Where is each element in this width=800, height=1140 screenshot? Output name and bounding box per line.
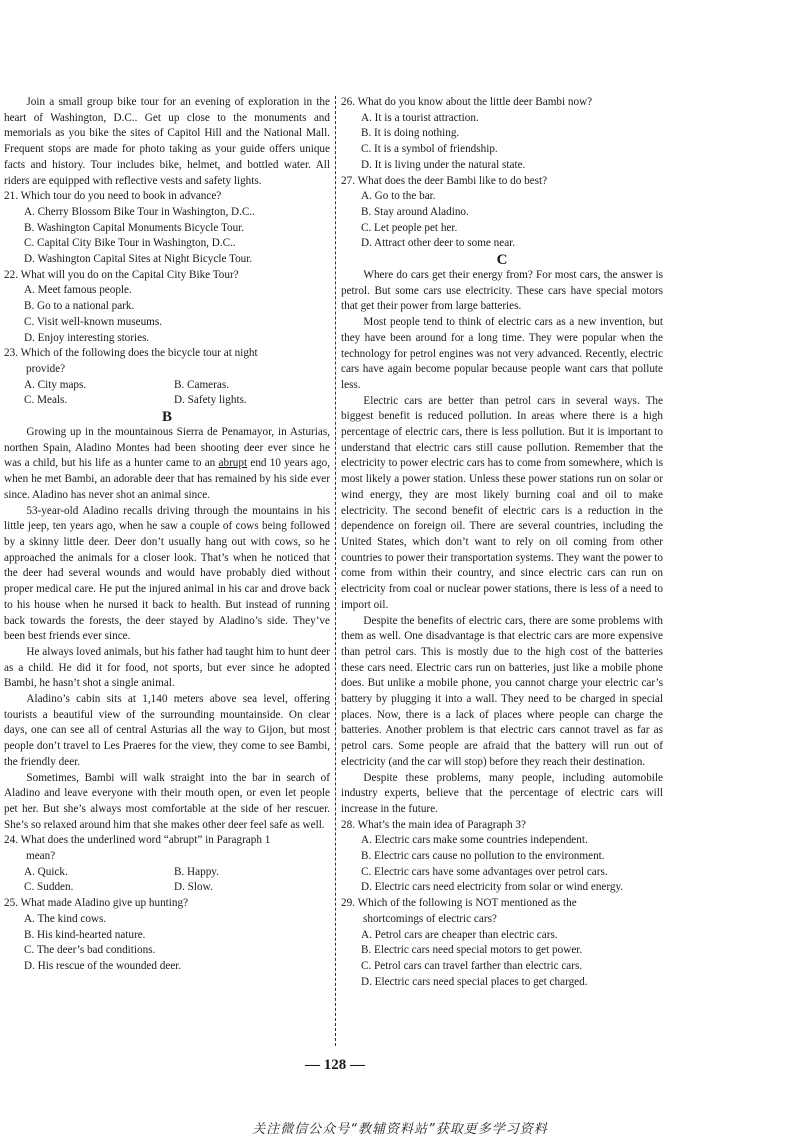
- question-26-option-c: C. It is a symbol of friendship.: [361, 143, 498, 156]
- question-24-option-d: D. Slow.: [174, 881, 213, 894]
- section-heading-b: B: [161, 409, 172, 426]
- question-27-option-c: C. Let people pet her.: [361, 221, 458, 234]
- question-25-option-b: B. His kind-hearted nature.: [24, 928, 146, 941]
- passage-c-paragraph-4: Despite the benefits of electric cars, there are some problems with them as well. One disadvantage is that electric cars are more expensive than petrol cars. This is mostly due to the high cost of the batteries these cars need. Electric cars run on batteries, just like a mobile phone does. But unlike a mobile phone, you cannot charge your electric car’s battery by plugging it into a wall. They need to be charged in special places. Now, there is a lack of places where people can charge the batteries. Another problem is that electric cars cannot travel as far as petrol cars. Some people are afraid that the battery will run out of electricity (and the car will stop) before they reach their destination.: [341, 614, 663, 768]
- question-29-continued: shortcomings of electric cars?: [363, 912, 497, 925]
- question-24-options-row-2: [4, 880, 330, 896]
- question-24-option-c: C. Sudden.: [24, 881, 74, 894]
- question-29-option-d: D. Electric cars need special places to get charged.: [361, 975, 588, 988]
- column-divider: [335, 96, 336, 1046]
- question-21-option-b: B. Washington Capital Monuments Bicycle Tour.: [24, 221, 245, 234]
- page-number: — 128 —: [305, 1057, 365, 1073]
- question-23-options-row-1: [4, 378, 330, 394]
- question-27-option-d: D. Attract other deer to some near.: [361, 237, 516, 250]
- question-23: 23. Which of the following does the bicycle tour at night: [4, 347, 258, 360]
- passage-b-paragraph-4: Aladino’s cabin sits at 1,140 meters above sea level, offering tourists a beautiful view of the surrounding mountainside. On clear days, one can see all of central Asturias all the way to Gijon, but most people don’t travel to Les Praeres for the view, they come to see Bambi, the friendly deer.: [4, 693, 330, 768]
- question-26-option-d: D. It is living under the natural state.: [361, 158, 526, 171]
- question-24-options-row-1: [4, 865, 330, 881]
- question-24-option-a: A. Quick.: [24, 865, 68, 878]
- underlined-word-abrupt: abrupt: [218, 457, 248, 470]
- question-25-option-c: C. The deer’s bad conditions.: [24, 944, 156, 957]
- question-26-option-b: B. It is doing nothing.: [361, 127, 460, 140]
- passage-c-paragraph-1: Where do cars get their energy from? For most cars, the answer is petrol. But some cars use electricity. These cars have special motors that get their power from large batteries.: [341, 269, 663, 313]
- question-29-option-a: A. Petrol cars are cheaper than electric cars.: [361, 928, 558, 941]
- question-22: 22. What will you do on the Capital City Bike Tour?: [4, 268, 239, 281]
- question-21-option-c: C. Capital City Bike Tour in Washington, D.C..: [24, 237, 236, 250]
- question-21: 21. Which tour do you need to book in advance?: [4, 190, 222, 203]
- question-25: 25. What made Aladino give up hunting?: [4, 897, 189, 910]
- question-28-option-b: B. Electric cars cause no pollution to the environment.: [361, 850, 605, 863]
- footer-note: 关注微信公众号“教辅资料站”获取更多学习资料: [252, 1122, 548, 1137]
- question-23-option-c: C. Meals.: [24, 394, 68, 407]
- question-25-option-d: D. His rescue of the wounded deer.: [24, 959, 182, 972]
- question-27: 27. What does the deer Bambi like to do best?: [341, 174, 548, 187]
- passage-b-paragraph-2: 53-year-old Aladino recalls driving through the mountains in his little jeep, ten years ago, when he saw a couple of cows being followed by a skinny little deer. Deer don’t usually hang out with cows, so he approached the animals for a closer look. That’s when he noticed that the deer had several wounds and would have probably died without proper medical care. He put the injured animal in his car and drove back to his house when he nursed it back to health. But instead of running back towards the forests, the deer stayed by Aladino’s side. They’ve been best friends ever since.: [4, 504, 330, 643]
- passage-b-paragraph-3: He always loved animals, but his father had taught him to hunt deer as a child. He did it for food, not sports, but ever since he adopted Bambi, he hasn’t shot a single animal.: [4, 645, 330, 690]
- right-column: [341, 95, 663, 990]
- question-26: 26. What do you know about the little deer Bambi now?: [341, 96, 593, 108]
- question-29-option-c: C. Petrol cars can travel farther than electric cars.: [361, 959, 583, 972]
- question-21-option-a: A. Cherry Blossom Bike Tour in Washington, D.C..: [24, 205, 255, 218]
- question-23-options-row-2: [4, 393, 330, 409]
- question-22-option-d: D. Enjoy interesting stories.: [24, 331, 150, 344]
- question-22-option-c: C. Visit well-known museums.: [24, 315, 163, 328]
- question-28-option-a: A. Electric cars make some countries independent.: [361, 834, 588, 847]
- question-28-option-c: C. Electric cars have some advantages over petrol cars.: [361, 865, 608, 878]
- question-27-option-b: B. Stay around Aladino.: [361, 205, 469, 218]
- question-29-option-b: B. Electric cars need special motors to get power.: [361, 944, 583, 957]
- question-22-option-a: A. Meet famous people.: [24, 284, 132, 297]
- left-column: [4, 95, 330, 975]
- question-24-option-b: B. Happy.: [174, 865, 219, 878]
- passage-b-paragraph-1: Growing up in the mountainous Sierra de Penamayor, in Asturias, northen Spain, Aladino Montes had been shooting deer ever since he was a child, but his life as a hunter came to an abrupt end 10 years ago, when he met Bambi, an adorable deer that has remained by his side ever since. Aladino has never shot an animal since.: [4, 426, 331, 501]
- question-23-continued: provide?: [26, 362, 66, 375]
- question-22-option-b: B. Go to a national park.: [24, 300, 135, 313]
- question-25-option-a: A. The kind cows.: [24, 912, 107, 925]
- passage-c-paragraph-3: Electric cars are better than petrol cars in several ways. The biggest benefit is reduced pollution. In areas where there is a high percentage of electric cars, there is less pollution. But it is important to understand that electric cars still cause pollution. Remember that the electricity to power electric cars has to come from somewhere, which is most likely a power station. Unless these power stations run on solar or wind energy, they are most likely burning coal and oil to make electricity. The second benefit of electric cars is a reduction in the dependence on foreign oil. There are several countries, including the United States, which don’t want to rely on oil coming from other countries to power their transportation systems. They want the power to come from within their country, and since electric cars can run on electricity from coal or nuclear power stations, there is less of a need to import oil.: [341, 394, 663, 611]
- question-29: 29. Which of the following is NOT mentioned as the: [341, 897, 577, 910]
- passage-b-paragraph-5: Sometimes, Bambi will walk straight into the bar in search of Aladino and leave everyone with their mouth open, or even let people pet her. But she’s always most comfortable at the side of her rescuer. She’s so relaxed around him that she makes other deer feel safe as well.: [4, 771, 330, 831]
- question-24-continued: mean?: [26, 850, 56, 863]
- passage-c-paragraph-2: Most people tend to think of electric cars as a new invention, but they have been around for a long time. They were popular when the technology for petrol engines was not very advanced. Recently, electric cars have again become popular because people want cars that pollute less.: [341, 316, 663, 391]
- question-23-option-b: B. Cameras.: [174, 378, 229, 391]
- question-28: 28. What’s the main idea of Paragraph 3?: [341, 818, 526, 831]
- question-21-option-d: D. Washington Capital Sites at Night Bicycle Tour.: [24, 253, 253, 266]
- question-27-option-a: A. Go to the bar.: [361, 190, 436, 203]
- passage-c-paragraph-5: Despite these problems, many people, including automobile industry experts, believe that the percentage of electric cars will increase in the future.: [341, 771, 663, 815]
- passage-a-paragraph: Join a small group bike tour for an evening of exploration in the heart of Washington, D.C.. Get up close to the monuments and memorials as you bike the sites of Capitol Hill and the National Mall. Frequent stops are made for photo taking as your guide offers unique facts and history. Tour includes bike, helmet, and bottled water. All riders are equipped with reflective vests and safety lights.: [4, 96, 330, 187]
- question-26-option-a: A. It is a tourist attraction.: [361, 111, 479, 124]
- question-28-option-d: D. Electric cars need electricity from solar or wind energy.: [361, 881, 624, 894]
- question-24: 24. What does the underlined word “abrupt” in Paragraph 1: [4, 834, 271, 847]
- section-heading-c: C: [496, 252, 508, 269]
- question-23-option-a: A. City maps.: [24, 378, 87, 391]
- question-23-option-d: D. Safety lights.: [174, 394, 247, 407]
